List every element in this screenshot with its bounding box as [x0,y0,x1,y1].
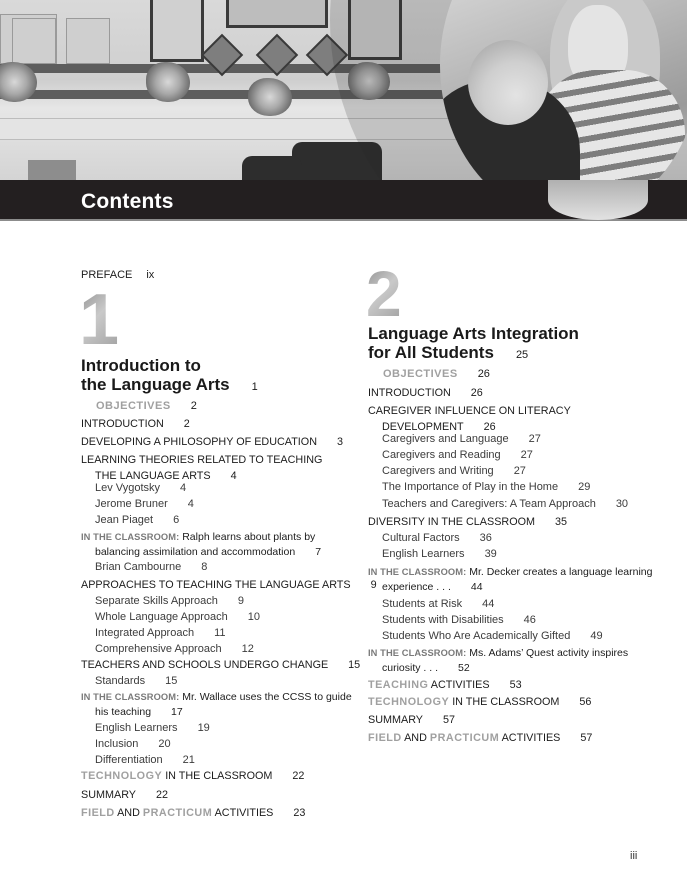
toc-entry-label: THE LANGUAGE ARTS [95,470,211,482]
toc-page-number: 19 [197,722,210,734]
toc-entry-subsection[interactable] [382,448,533,462]
toc-page-number: 4 [187,498,194,510]
toc-page-number: 2 [190,400,197,412]
toc-entry-label: DEVELOPING A PHILOSOPHY OF EDUCATION [81,436,317,448]
toc-entry-label: Students Who Are Academically Gifted [382,630,571,642]
wall-artwork [66,18,110,64]
toc-page-number: 17 [171,706,183,718]
toc-entry-section[interactable] [81,435,343,449]
toc-entry-label: CAREGIVER INFLUENCE ON LITERACY [368,405,571,417]
toc-entry-label: Teachers and Caregivers: A Team Approach [382,498,596,510]
toc-entry-feature[interactable] [368,678,522,692]
toc-entry-label: Whole Language Approach [95,611,228,623]
toc-entry-section[interactable] [81,578,377,592]
toc-page-number: 15 [165,675,178,687]
toc-entry-feature-name: PRACTICUM [429,732,500,744]
toc-page-number: 29 [578,481,591,493]
toc-entry-subsection[interactable] [382,464,526,478]
toc-entry-label: Ms. Adams’ Quest activity inspires [469,647,629,659]
toc-entry-label: Jerome Bruner [95,498,168,510]
toc-page-number: 56 [579,696,592,708]
wall-flower [248,78,292,116]
toc-page-number: 26 [470,387,483,399]
toc-page-number: 2 [183,418,190,430]
toc-entry-label: Mr. Decker creates a language learning [469,566,653,578]
chair [242,156,302,180]
toc-entry-subsection[interactable] [382,497,628,511]
toc-entry-subsection[interactable] [382,480,590,494]
chapter-title-line: the Language Arts [81,375,230,394]
in-the-classroom-label: IN THE CLASSROOM: [368,567,467,577]
toc-entry-subsection[interactable] [95,753,195,767]
toc-entry-label: Ralph learns about plants by [182,531,316,543]
toc-entry-label: Standards [95,675,146,687]
toc-entry-feature-name: PRACTICUM [142,807,213,819]
toc-entry-subsection[interactable] [382,531,492,545]
toc-entry-label: SUMMARY [368,714,423,726]
toc-entry-subsection[interactable] [95,674,177,688]
toc-entry-objectives[interactable] [96,399,197,413]
toc-entry-feature-name: FIELD [81,807,115,819]
toc-entry-feature-name: TECHNOLOGY [81,770,163,782]
toc-entry-label: APPROACHES TO TEACHING THE LANGUAGE ARTS [81,579,351,591]
toc-page-number: 39 [484,548,497,560]
toc-page-number: 15 [348,659,361,671]
toc-entry-label: OBJECTIVES [96,400,171,412]
toc-entry-subsection[interactable] [95,481,186,495]
toc-page-number: 25 [515,349,529,361]
toc-entry-feature[interactable] [368,695,591,709]
toc-entry-feature[interactable] [81,769,304,783]
toc-page-number: 4 [230,470,237,482]
toc-page-number: 46 [523,614,536,626]
toc-entry-subsection[interactable] [382,432,541,446]
toc-entry-label: DIVERSITY IN THE CLASSROOM [368,516,535,528]
toc-entry-label: his teaching [95,706,152,718]
toc-entry-label: Students with Disabilities [382,614,504,626]
toc-entry-label: OBJECTIVES [383,368,458,380]
in-the-classroom-label: IN THE CLASSROOM: [81,532,180,542]
toc-entry-objectives[interactable] [383,367,490,381]
toc-entry-label: balancing assimilation and accommodation [95,546,296,558]
page-title: Contents [81,190,174,213]
toc-entry-section[interactable] [368,713,455,727]
toc-entry-label: PREFACE [81,269,133,281]
toc-entry-subsection[interactable] [382,629,603,643]
toc-entry-label: English Learners [95,722,178,734]
toc-entry-label: ACTIVITIES [430,679,490,691]
toc-page-number: 6 [173,514,180,526]
toc-entry-subsection[interactable] [95,721,210,735]
toc-page-number: 10 [247,611,260,623]
wall-drawing [226,0,328,28]
header-photo [0,0,687,180]
toc-entry-label: Mr. Wallace uses the CCSS to guide [182,691,352,703]
toc-page-number: 57 [580,732,593,744]
toc-entry-label: AND [404,732,427,744]
toc-entry-label: TEACHERS AND SCHOOLS UNDERGO CHANGE [81,659,329,671]
toc-page-number: 26 [483,421,496,433]
toc-entry-label: Inclusion [95,738,139,750]
toc-entry-section[interactable] [368,404,571,434]
toc-entry-label: Caregivers and Language [382,433,509,445]
toc-entry-section[interactable] [81,417,190,431]
chapter-title[interactable] [81,356,258,397]
pencil-cup [28,160,76,180]
toc-page-number: 4 [180,482,187,494]
toc-entry-label: ACTIVITIES [501,732,561,744]
chapter-title-line: Introduction to [81,356,201,375]
toc-entry-label: The Importance of Play in the Home [382,481,559,493]
toc-entry-subsection[interactable] [95,497,194,511]
chapter-title-line: Language Arts Integration [368,324,579,343]
toc-entry-in-the-classroom[interactable] [368,565,653,594]
toc-entry-label: Differentiation [95,754,163,766]
toc-entry-label: Separate Skills Approach [95,595,218,607]
wall-flower [146,62,190,102]
toc-page-number: 1 [251,381,258,393]
toc-entry-subsection[interactable] [95,626,226,640]
toc-entry-feature[interactable] [81,806,305,820]
toc-entry-in-the-classroom[interactable] [368,646,628,675]
toc-page-number: 27 [513,465,526,477]
toc-page-number: 36 [479,532,492,544]
toc-entry-subsection[interactable] [382,597,494,611]
toc-page-number: 27 [520,449,533,461]
page-number: iii [630,850,638,862]
toc-entry-section[interactable] [81,788,168,802]
toc-entry-subsection[interactable] [95,513,179,527]
toc-entry-subsection[interactable] [95,642,254,656]
toc-page-number: 21 [182,754,195,766]
toc-entry-label: Integrated Approach [95,627,195,639]
toc-page-number: 57 [443,714,456,726]
toc-entry-section[interactable] [81,453,322,483]
toc-entry-subsection[interactable] [95,594,244,608]
toc-page-number: 8 [201,561,208,573]
wall-artwork [12,18,56,64]
toc-entry-label: DEVELOPMENT [382,421,464,433]
chapter-number: 2 [366,258,402,330]
in-the-classroom-label: IN THE CLASSROOM: [81,692,180,702]
toc-entry-feature-name: FIELD [368,732,402,744]
toc-page-number: 44 [470,581,483,593]
toc-entry-label: curiosity . . . [382,662,439,674]
chapter-title[interactable] [368,324,579,365]
toc-entry-label: English Learners [382,548,465,560]
photo-circle-bottom [548,180,648,220]
toc-entry-label: Jean Piaget [95,514,154,526]
toc-page-number: 9 [370,579,377,591]
toc-page-number: 53 [509,679,522,691]
toc-page-number: 7 [315,546,322,558]
toc-entry-label: IN THE CLASSROOM [165,770,273,782]
toc-page-number: 22 [292,770,305,782]
toc-entry-in-the-classroom[interactable] [81,530,321,559]
toc-page-number: 35 [555,516,568,528]
toc-entry-label: experience . . . [382,581,451,593]
toc-page-number: 22 [156,789,169,801]
toc-page-number: 12 [241,643,254,655]
toc-page-number: 27 [528,433,541,445]
toc-entry-section[interactable] [368,386,483,400]
toc-entry-label: Caregivers and Writing [382,465,494,477]
wall-drawing [150,0,204,62]
toc-entry-label: Caregivers and Reading [382,449,501,461]
toc-entry-label: LEARNING THEORIES RELATED TO TEACHING [81,454,323,466]
toc-page-number: 9 [237,595,245,607]
toc-entry-label: ACTIVITIES [214,807,274,819]
toc-page-number: 26 [477,368,490,380]
chapter-number: 1 [79,280,120,360]
toc-entry-label: SUMMARY [81,789,136,801]
toc-entry-label: Brian Cambourne [95,561,182,573]
toc-entry-label: Comprehensive Approach [95,643,222,655]
toc-entry-in-the-classroom[interactable] [81,690,352,719]
toc-page-number: 23 [293,807,306,819]
toc-page-number: 49 [590,630,603,642]
toc-entry-label: INTRODUCTION [368,387,451,399]
toc-entry-subsection[interactable] [382,547,497,561]
toc-page-number: 52 [458,662,470,674]
toc-entry-label: Lev Vygotsky [95,482,161,494]
toc-entry-subsection[interactable] [95,560,207,574]
toc-entry-feature-name: TEACHING [368,679,429,691]
toc-entry-section[interactable] [81,658,360,672]
toc-page-number: 44 [482,598,495,610]
toc-page-number: 3 [337,436,344,448]
toc-entry-subsection[interactable] [95,737,171,751]
toc-entry-label: IN THE CLASSROOM [452,696,560,708]
student-head [468,40,548,125]
toc-page-number: 11 [214,627,226,639]
toc-entry-subsection[interactable] [95,610,260,624]
toc-entry-label: Students at Risk [382,598,463,610]
toc-entry-subsection[interactable] [382,613,536,627]
toc-entry-label: Cultural Factors [382,532,460,544]
toc-entry-feature[interactable] [368,731,592,745]
toc-entry-feature-name: TECHNOLOGY [368,696,450,708]
toc-entry-section[interactable] [368,515,567,529]
toc-page-number: 30 [615,498,629,510]
toc-page-number: ix [146,269,155,281]
chapter-title-line: for All Students [368,343,494,362]
teacher-student-photo [440,0,687,180]
toc-entry-label: INTRODUCTION [81,418,164,430]
in-the-classroom-label: IN THE CLASSROOM: [368,648,467,658]
toc-entry-label: AND [117,807,140,819]
toc-page-number: 20 [158,738,171,750]
